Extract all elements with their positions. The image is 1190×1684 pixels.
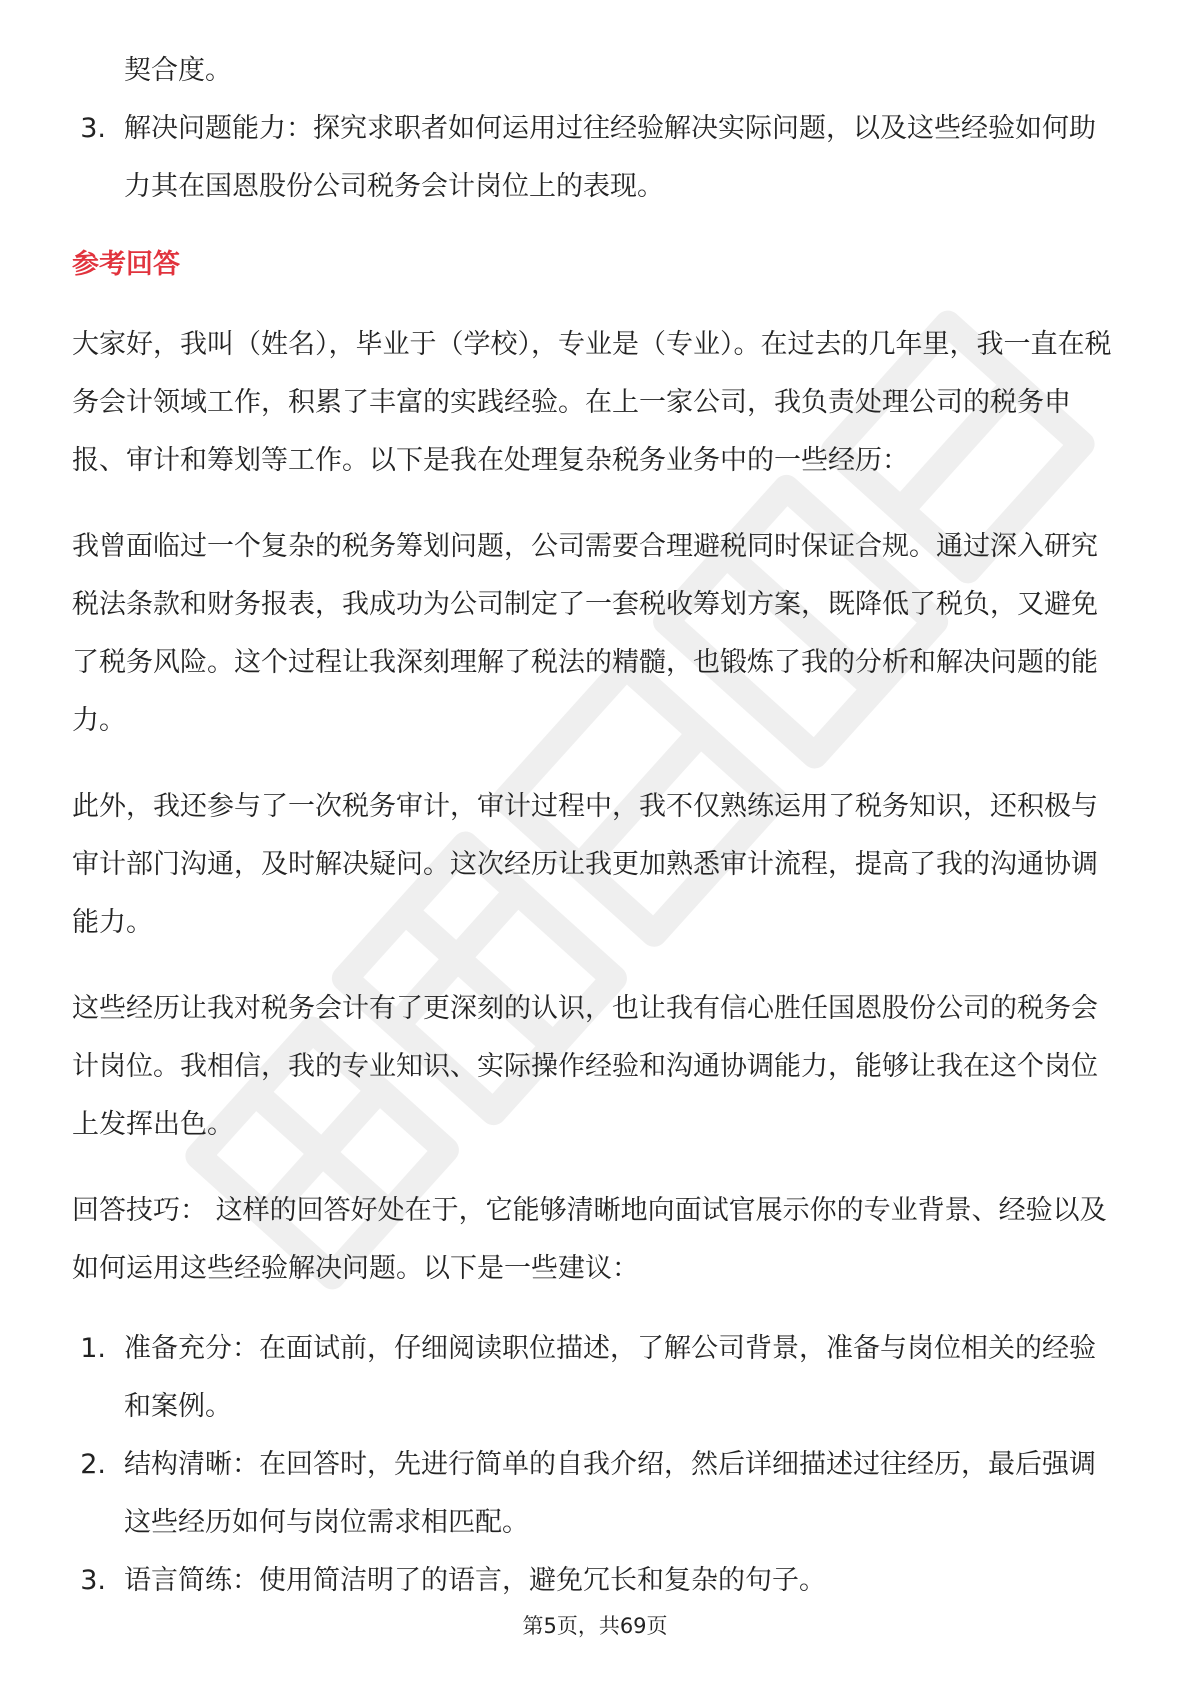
- tips-list: [72, 1320, 1122, 1610]
- document-body: [72, 42, 1122, 1610]
- list-item: [72, 100, 1122, 216]
- list-item-text: 准备充分：在面试前，仔细阅读职位描述，了解公司背景，准备与岗位相关的经验和案例。: [124, 1333, 1096, 1422]
- list-item-text: 结构清晰：在回答时，先进行简单的自我介绍，然后详细描述过往经历，最后强调这些经历如何与岗位需求相匹配。: [124, 1449, 1096, 1538]
- answer-paragraph: 此外，我还参与了一次税务审计，审计过程中，我不仅熟练运用了税务知识，还积极与审计部门沟通，及时解决疑问。这次经历让我更加熟悉审计流程，提高了我的沟通协调能力。: [72, 791, 1098, 938]
- list-item-number: 2.: [80, 1449, 106, 1480]
- list-item-text: 语言简练：使用简洁明了的语言，避免冗长和复杂的句子。: [124, 1565, 826, 1596]
- list-item-number: 3.: [80, 1565, 106, 1596]
- tips-intro: 回答技巧： 这样的回答好处在于，它能够清晰地向面试官展示你的专业背景、经验以及如何运用这些经验解决问题。以下是一些建议：: [72, 1195, 1107, 1284]
- list-item-number: 3.: [80, 113, 106, 144]
- criteria-list: [72, 100, 1122, 216]
- list-item: [72, 1436, 1122, 1552]
- page-footer: 第5页，共69页: [522, 1614, 668, 1638]
- list-item: [72, 1320, 1122, 1436]
- answer-paragraph: 这些经历让我对税务会计有了更深刻的认识，也让我有信心胜任国恩股份公司的税务会计岗位。我相信，我的专业知识、实际操作经验和沟通协调能力，能够让我在这个岗位上发挥出色。: [72, 993, 1098, 1140]
- list-item-number: 1.: [80, 1333, 106, 1364]
- section-heading: 参考回答: [72, 249, 180, 280]
- answer-paragraph: 大家好，我叫（姓名），毕业于（学校），专业是（专业）。在过去的几年里，我一直在税务会计领域工作，积累了丰富的实践经验。在上一家公司，我负责处理公司的税务申报、审计和筹划等工作。以下是我在处理复杂税务业务中的一些经历：: [72, 329, 1112, 476]
- answer-paragraph: 我曾面临过一个复杂的税务筹划问题，公司需要合理避税同时保证合规。通过深入研究税法条款和财务报表，我成功为公司制定了一套税收筹划方案，既降低了税负，又避免了税务风险。这个过程让我深刻理解了税法的精髓，也锻炼了我的分析和解决问题的能力。: [72, 531, 1098, 736]
- list-item-text: 解决问题能力：探究求职者如何运用过往经验解决实际问题，以及这些经验如何助力其在国恩股份公司税务会计岗位上的表现。: [124, 113, 1096, 202]
- list-item: [72, 1552, 1122, 1610]
- criteria-continuation: 契合度。: [124, 55, 232, 86]
